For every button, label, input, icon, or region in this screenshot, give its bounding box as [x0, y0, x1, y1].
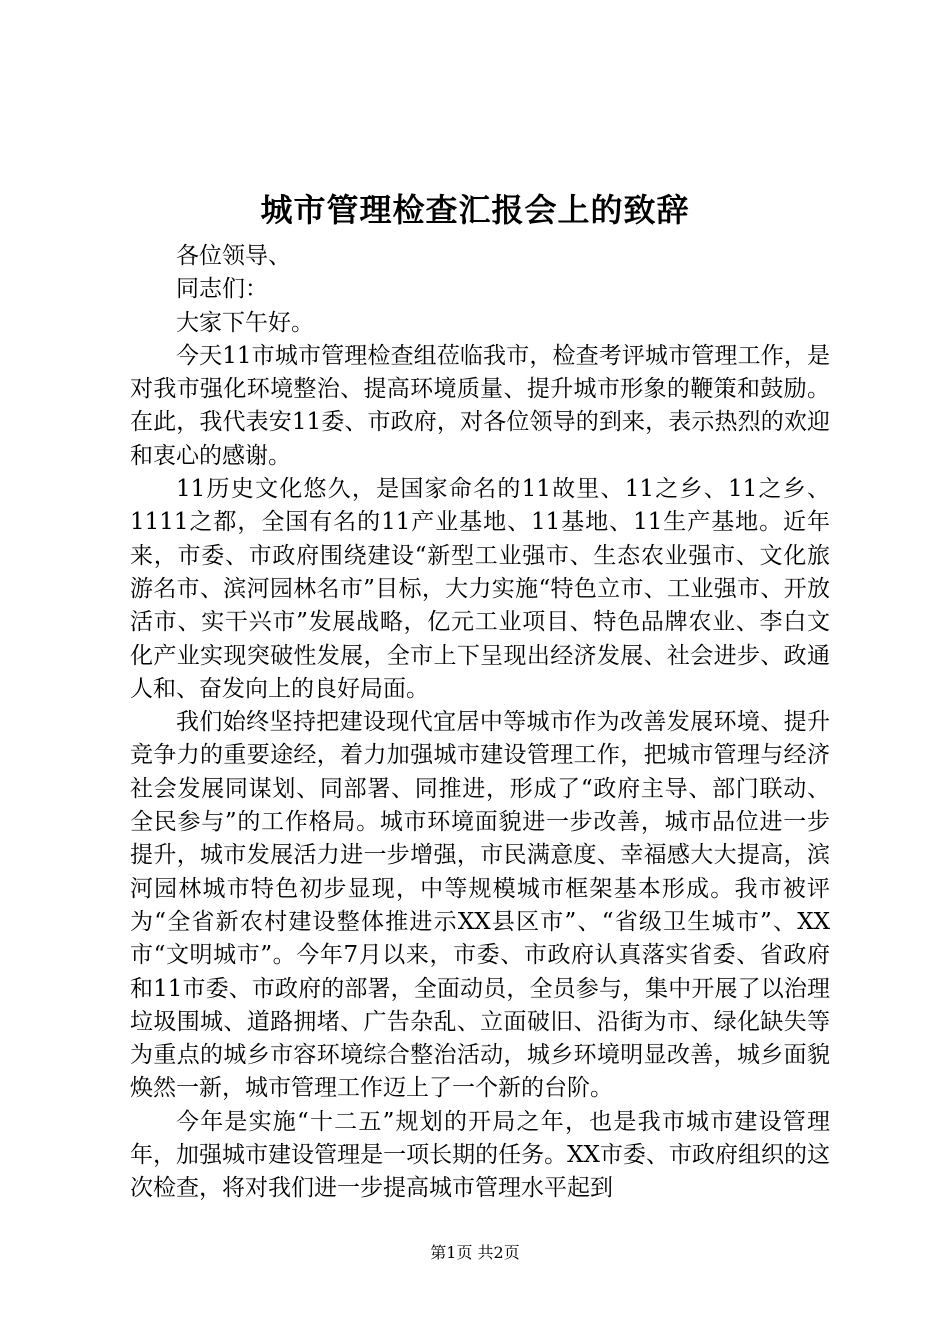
document-title: 城市管理检查汇报会上的致辞 [260, 191, 690, 229]
paragraph-this-year: 今年是实施“十二五”规划的开局之年，也是我市城市建设管理年，加强城市建设管理是一项长期的任务。XX市委、市政府组织的这次检查，将对我们进一步提高城市管理水平起到 [130, 1108, 830, 1202]
paragraph-welcome: 今天11市城市管理检查组莅临我市，检查考评城市管理工作，是对我市强化环境整治、提高环境质量、提升城市形象的鞭策和鼓励。在此，我代表安11委、市政府，对各位领导的到来，表示热烈的欢迎和衷心的感谢。 [130, 342, 830, 469]
document-body [130, 240, 830, 1206]
greeting: 大家下午好。 [176, 309, 314, 336]
page-number-footer: 第1页 共2页 [430, 1243, 520, 1262]
salutation-leaders: 各位领导、 [176, 243, 291, 269]
salutation-comrades: 同志们： [176, 276, 268, 303]
paragraph-city-overview: 11历史文化悠久，是国家命名的11故里、11之乡、11之乡、1111之都，全国有名的11产业基地、11基地、11生产基地。近年来，市委、市政府围绕建设“新型工业强市、生态农业强市、文化旅游名市、滨河园林名市”目标，大力实施“特色立市、工业强市、开放活市、实干兴市”发展战略，亿元工业项目、特色品牌农业、李白文化产业实现突破性发展，全市上下呈现出经济发展、社会进步、政通人和、奋发向上的良好局面。 [130, 476, 830, 702]
paragraph-city-management: 我们始终坚持把建设现代宜居中等城市作为改善发展环境、提升竞争力的重要途经，着力加强城市建设管理工作，把城市管理与经济社会发展同谋划、同部署、同推进，形成了“政府主导、部门联动、全民参与”的工作格局。城市环境面貌进一步改善，城市品位进一步提升，城市发展活力进一步增强，市民满意度、幸福感大大提高，滨河园林城市特色初步显现，中等规模城市框架基本形成。我市被评为“全省新农村建设整体推进示XX县区市”、“省级卫生城市”、XX市“文明城市”。今年7月以来，市委、市政府认真落实省委、省政府和11市委、市政府的部署，全面动员，全员参与，集中开展了以治理垃圾围城、道路拥堵、广告杂乱、立面破旧、沿街为市、绿化缺失等为重点的城乡市容环境综合整治活动，城乡环境明显改善，城乡面貌焕然一新，城市管理工作迈上了一个新的台阶。 [130, 709, 830, 1102]
